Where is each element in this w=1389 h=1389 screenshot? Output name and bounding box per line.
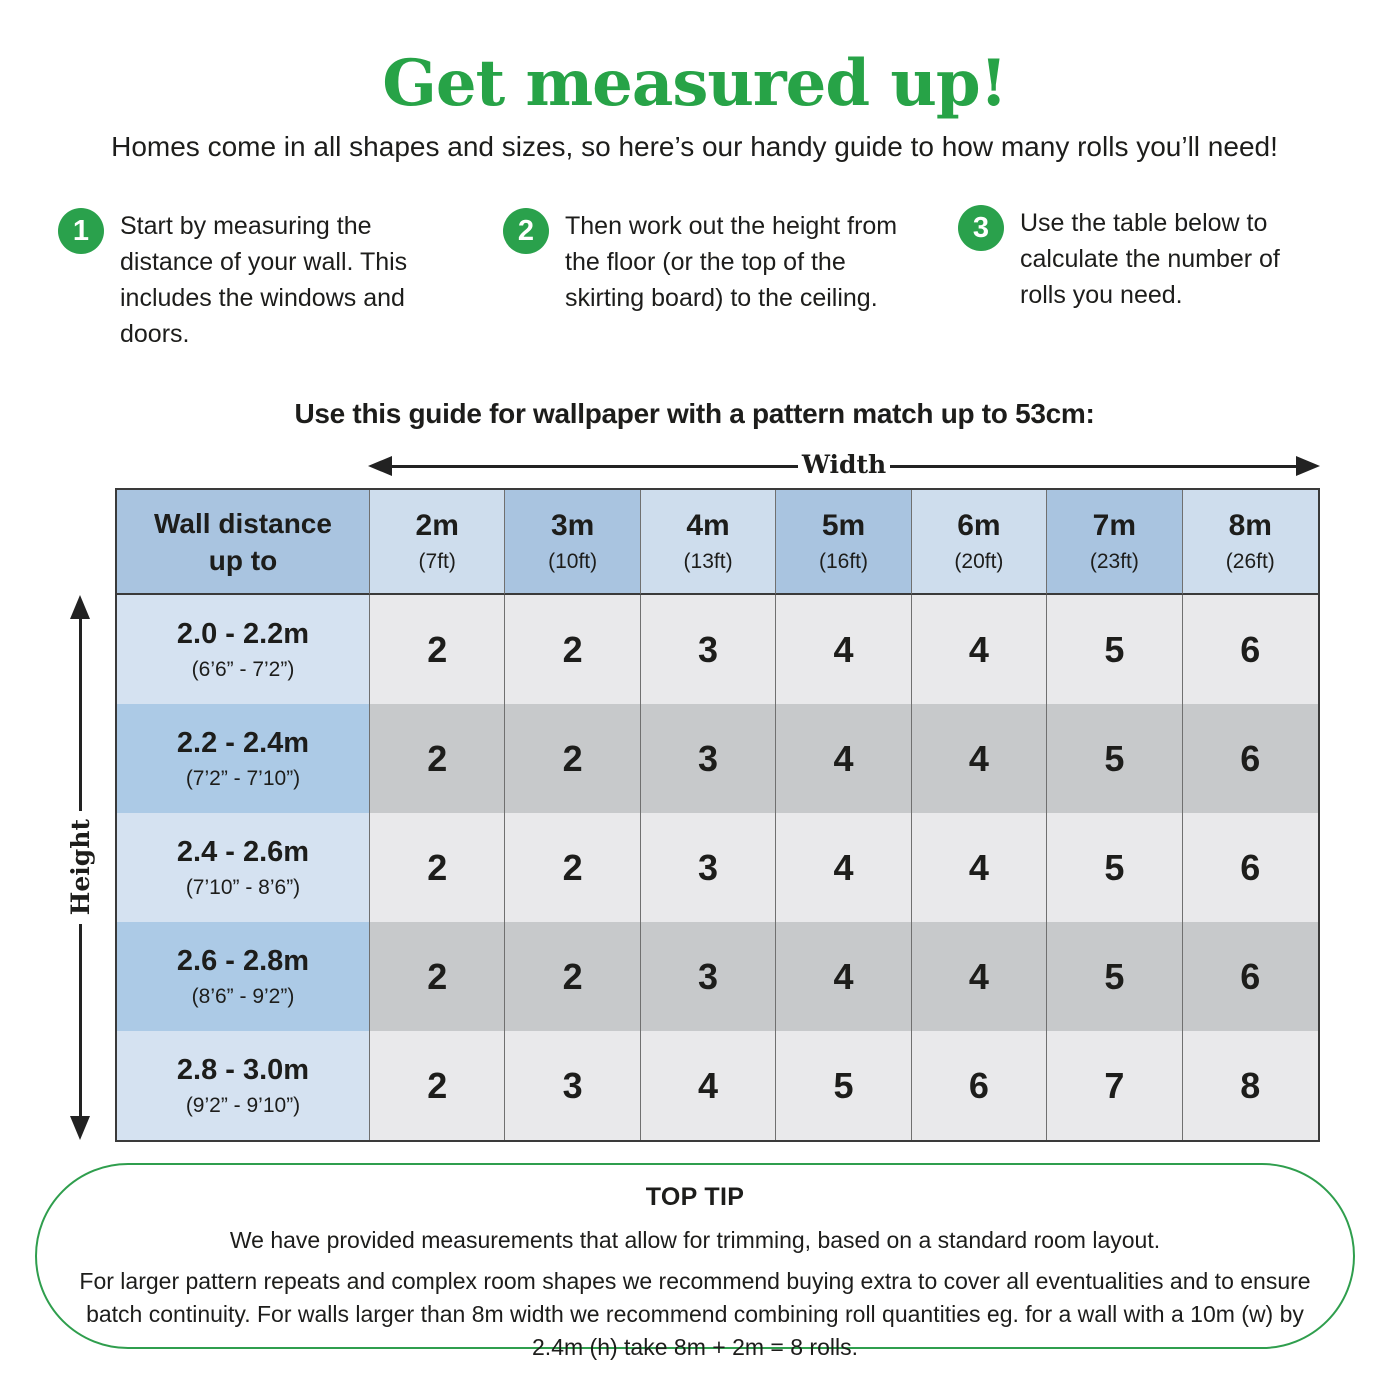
column-header-metric: 2m — [415, 509, 459, 542]
step-1 — [58, 208, 446, 352]
roll-count-cell: 8 — [1183, 1031, 1318, 1140]
column-header — [776, 490, 911, 595]
roll-count-cell: 2 — [370, 595, 505, 704]
column-header-metric: 8m — [1228, 509, 1272, 542]
row-header-metric: 2.4 - 2.6m — [176, 835, 310, 868]
roll-count-cell: 2 — [370, 813, 505, 922]
roll-count-cell: 4 — [912, 704, 1047, 813]
roll-count-cell: 4 — [912, 595, 1047, 704]
corner-header: Wall distance up to — [117, 490, 370, 595]
roll-count-cell: 2 — [370, 922, 505, 1031]
column-header — [641, 490, 776, 595]
row-header-imperial: (7’2” - 7’10”) — [185, 766, 301, 790]
roll-count-cell: 2 — [370, 1031, 505, 1140]
height-axis-label: Height — [65, 819, 95, 916]
roll-count-cell: 3 — [505, 1031, 640, 1140]
roll-count-cell: 5 — [1047, 704, 1182, 813]
step-1-number-badge: 1 — [58, 208, 104, 254]
roll-count-cell: 5 — [1047, 922, 1182, 1031]
roll-count-cell: 2 — [370, 704, 505, 813]
row-header — [117, 922, 370, 1031]
roll-count-cell: 6 — [1183, 704, 1318, 813]
row-header-metric: 2.2 - 2.4m — [176, 726, 310, 759]
row-header-metric: 2.8 - 3.0m — [176, 1053, 310, 1086]
column-header-metric: 7m — [1092, 509, 1137, 542]
roll-count-cell: 4 — [776, 595, 911, 704]
roll-count-cell: 2 — [505, 922, 640, 1031]
row-header — [117, 813, 370, 922]
column-header — [370, 490, 505, 595]
column-header — [1047, 490, 1182, 595]
arrow-left-icon — [368, 456, 392, 476]
arrow-line — [890, 465, 1298, 468]
column-header-imperial: (13ft) — [683, 550, 733, 573]
roll-count-cell: 5 — [776, 1031, 911, 1140]
roll-count-cell: 6 — [912, 1031, 1047, 1140]
step-3-number-badge: 3 — [958, 205, 1004, 251]
arrow-right-icon — [1296, 456, 1320, 476]
column-header-imperial: (7ft) — [418, 550, 456, 573]
column-header-metric: 3m — [550, 509, 595, 542]
row-header-metric: 2.6 - 2.8m — [176, 944, 310, 977]
roll-count-cell: 3 — [641, 595, 776, 704]
top-tip-line1: We have provided measurements that allow for trimming, based on a standard room layout. — [229, 1227, 1161, 1253]
page-title: Get measured up! — [382, 46, 1007, 121]
roll-count-cell: 4 — [912, 922, 1047, 1031]
roll-count-cell: 3 — [641, 922, 776, 1031]
roll-count-cell: 6 — [1183, 813, 1318, 922]
step-3 — [958, 205, 1330, 313]
top-tip-line2: For larger pattern repeats and complex room shapes we recommend buying extra to cover all eventualities and to ensure batch continuity. For walls larger than 8m width we recommend combining roll quantities eg. for a wall with a 10m (w) by 2.4m (h) take 8m + 2m = 8 rolls. — [79, 1268, 1311, 1360]
column-header-imperial: (23ft) — [1089, 550, 1139, 573]
column-header — [912, 490, 1047, 595]
roll-count-cell: 5 — [1047, 595, 1182, 704]
row-header-imperial: (9’2” - 9’10”) — [185, 1093, 301, 1117]
roll-count-cell: 3 — [641, 704, 776, 813]
column-header-imperial: (10ft) — [548, 550, 598, 573]
column-header — [505, 490, 640, 595]
top-tip-box — [35, 1163, 1355, 1360]
arrow-up-icon — [70, 595, 90, 619]
width-axis-label: Width — [801, 449, 887, 479]
step-1-text: Start by measuring the distance of your wall. This includes the windows and doors. — [120, 212, 408, 348]
column-header-imperial: (26ft) — [1225, 550, 1275, 573]
column-header-metric: 5m — [821, 509, 866, 542]
subtitle: Homes come in all shapes and sizes, so here’s our handy guide to how many rolls you’ll need! — [111, 131, 1278, 162]
row-header — [117, 595, 370, 704]
row-header — [117, 1031, 370, 1140]
roll-count-cell: 4 — [776, 922, 911, 1031]
roll-count-cell: 4 — [776, 813, 911, 922]
rolls-table — [115, 488, 1320, 1142]
roll-count-cell: 7 — [1047, 1031, 1182, 1140]
row-header-metric: 2.0 - 2.2m — [176, 617, 310, 650]
column-header-metric: 6m — [957, 509, 1001, 542]
column-header-imperial: (16ft) — [818, 550, 868, 573]
top-tip-heading: TOP TIP — [645, 1183, 745, 1211]
arrow-line — [79, 617, 82, 811]
step-3-text: Use the table below to calculate the number of rolls you need. — [1020, 209, 1280, 309]
arrow-line — [390, 465, 798, 468]
arrow-line — [79, 924, 82, 1118]
height-axis-arrow — [57, 595, 103, 1140]
roll-count-cell: 3 — [641, 813, 776, 922]
step-2 — [503, 208, 907, 316]
column-header-imperial: (20ft) — [954, 550, 1004, 573]
width-axis-arrow — [368, 449, 1320, 480]
table-intro: Use this guide for wallpaper with a pattern match up to 53cm: — [294, 398, 1095, 429]
roll-count-cell: 5 — [1047, 813, 1182, 922]
row-header-imperial: (8’6” - 9’2”) — [191, 984, 295, 1008]
step-2-text: Then work out the height from the floor (or the top of the skirting board) to the ceiling. — [565, 212, 898, 312]
roll-count-cell: 2 — [505, 595, 640, 704]
column-header-metric: 4m — [686, 509, 730, 542]
arrow-down-icon — [70, 1116, 90, 1140]
column-header — [1183, 490, 1318, 595]
roll-count-cell: 6 — [1183, 922, 1318, 1031]
roll-count-cell: 4 — [776, 704, 911, 813]
roll-count-cell: 2 — [505, 813, 640, 922]
roll-count-cell: 4 — [912, 813, 1047, 922]
roll-count-cell: 6 — [1183, 595, 1318, 704]
row-header-imperial: (7’10” - 8’6”) — [185, 875, 301, 899]
row-header — [117, 704, 370, 813]
row-header-imperial: (6’6” - 7’2”) — [191, 657, 295, 681]
step-2-number-badge: 2 — [503, 208, 549, 254]
roll-count-cell: 2 — [505, 704, 640, 813]
roll-count-cell: 4 — [641, 1031, 776, 1140]
